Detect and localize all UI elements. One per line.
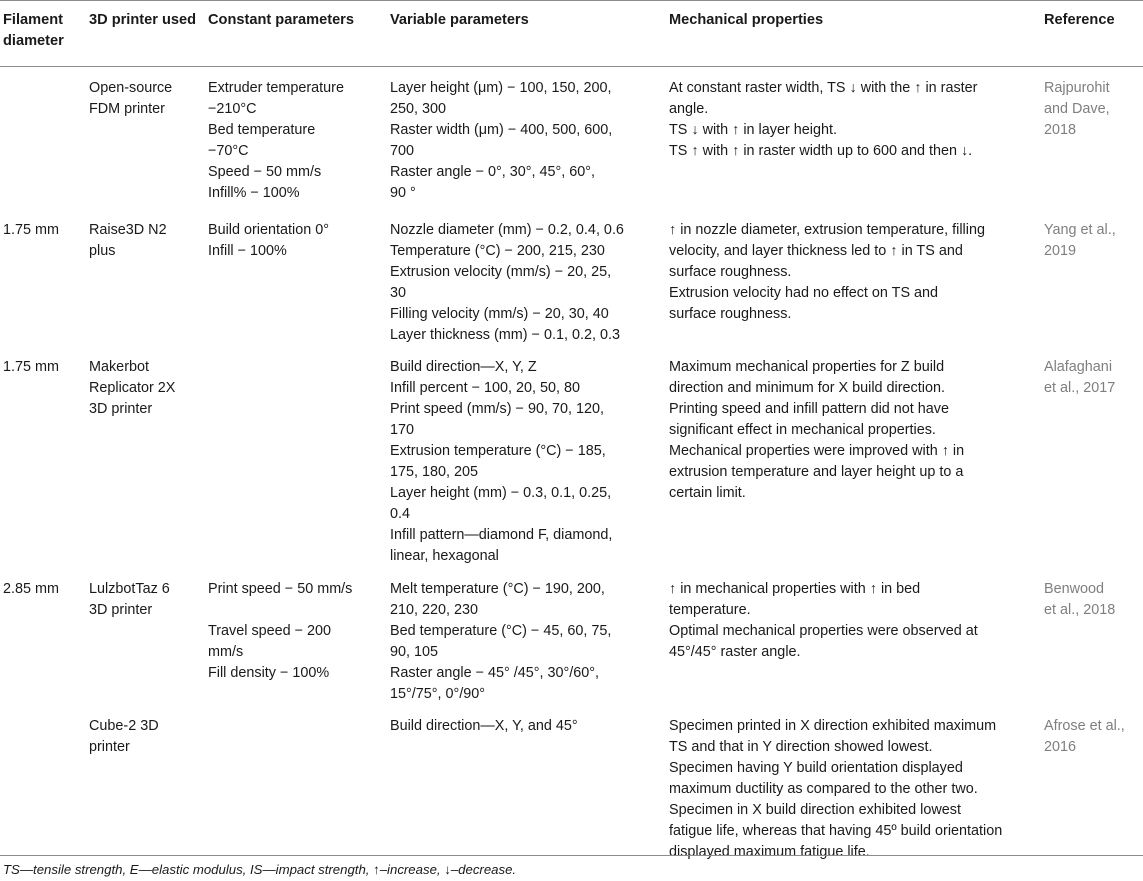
header-constant-parameters: Constant parameters [208, 12, 354, 28]
header-mechanical-properties: Mechanical properties [669, 12, 824, 28]
cell-text-line: Afrose et al., [1044, 718, 1125, 734]
cell-text-line: 45°/45° raster angle. [669, 644, 801, 660]
header-reference: Reference [1044, 12, 1115, 28]
header-3d-printer-used: 3D printer used [89, 12, 197, 28]
cell-filament-diameter [0, 568, 89, 705]
cell-variable-parameters [390, 346, 669, 568]
cell-text-line: Maximum mechanical properties for Z build [669, 359, 945, 375]
cell-text-line: temperature. [669, 602, 751, 618]
cell-text-line: 3D printer [89, 602, 153, 618]
data-table [0, 2, 1143, 871]
table-row [0, 705, 1143, 871]
cell-text-line: angle. [669, 100, 709, 117]
cell-text-line: Rajpurohit [1044, 79, 1110, 96]
cell-text-line: Bed temperature (°C) − 45, 60, 75, [390, 623, 612, 639]
cell-text-line: direction and minimum for X build direction. [669, 380, 945, 396]
cell-text-line: Build orientation 0° [208, 222, 329, 238]
cell-text-line: At constant raster width, TS ↓ with the ↑ in raster [669, 79, 978, 96]
cell-text-line: Melt temperature (°C) − 190, 200, [390, 581, 605, 597]
cell-text-line: Replicator 2X [89, 380, 176, 396]
cell-text-line: FDM printer [89, 100, 165, 117]
cell-variable-parameters [390, 209, 669, 346]
cell-text-line: 15°/75°, 0°/90° [390, 686, 486, 702]
cell-text-line: Nozzle diameter (mm) − 0.2, 0.4, 0.6 [390, 222, 624, 238]
table-row [0, 209, 1143, 346]
cell-text-line: 210, 220, 230 [390, 602, 479, 618]
cell-text-line: Filling velocity (mm/s) − 20, 30, 40 [390, 306, 609, 322]
cell-text-line: Specimen in X build direction exhibited lowest [669, 802, 961, 818]
cell-text-line: Extrusion temperature (°C) − 185, [390, 443, 606, 459]
cell-text-line: Build direction—X, Y, and 45° [390, 718, 578, 734]
cell-text-line: Print speed − 50 mm/s [208, 581, 353, 597]
cell-text-line: Infill% − 100% [208, 184, 300, 201]
cell-text-line: Mechanical properties were improved with ↑ in [669, 443, 965, 459]
cell-text-line: displayed maximum fatigue life. [669, 844, 870, 860]
cell-text-line: Layer height (mm) − 0.3, 0.1, 0.25, [390, 485, 612, 501]
cell-constant-parameters [208, 346, 390, 568]
cell-text-line: Bed temperature [208, 121, 316, 138]
cell-text-line: Specimen having Y build orientation displayed [669, 760, 963, 776]
cell-text: 1.75 mm [3, 359, 59, 375]
cell-text-line: Printing speed and infill pattern did not have [669, 401, 950, 417]
cell-mechanical-properties [669, 705, 1044, 871]
cell-text-line: 2018 [1044, 121, 1077, 138]
cell-text-line: TS ↓ with ↑ in layer height. [669, 121, 837, 138]
cell-text-line: Cube-2 3D [89, 718, 159, 734]
cell-text: 2.85 mm [3, 581, 59, 597]
table-row [0, 346, 1143, 568]
cell-text-line: 90, 105 [390, 644, 439, 660]
cell-text-line: certain limit. [669, 485, 746, 501]
header-row [0, 2, 1143, 66]
cell-text-line: TS and that in Y direction showed lowest. [669, 739, 933, 755]
cell-variable-parameters [390, 705, 669, 871]
cell-filament-diameter [0, 66, 89, 209]
cell-mechanical-properties [669, 568, 1044, 705]
cell-text-line: −210°C [208, 100, 257, 117]
cell-text-line: surface roughness. [669, 264, 792, 280]
cell-text-line: Infill percent − 100, 20, 50, 80 [390, 380, 581, 396]
cell-text-line: Layer thickness (mm) − 0.1, 0.2, 0.3 [390, 327, 620, 343]
cell-filament-diameter [0, 346, 89, 568]
cell-constant-parameters [208, 568, 390, 705]
cell-text-line: 2016 [1044, 739, 1077, 755]
cell-text-line: Extruder temperature [208, 79, 344, 96]
cell-text-line: Build direction—X, Y, Z [390, 359, 537, 375]
cell-printer [89, 209, 208, 346]
cell-text-line: Raster angle − 0°, 30°, 45°, 60°, [390, 163, 596, 180]
cell-text-line: Optimal mechanical properties were observed at [669, 623, 978, 639]
cell-printer [89, 66, 208, 209]
cell-text-line: 3D printer [89, 401, 153, 417]
cell-text-line: Raster angle − 45° /45°, 30°/60°, [390, 665, 600, 681]
top-rule [0, 0, 1143, 1]
cell-text-line: Yang et al., [1044, 222, 1116, 238]
cell-text-line: Speed − 50 mm/s [208, 163, 322, 180]
cell-variable-parameters [390, 568, 669, 705]
cell-reference [1044, 346, 1143, 568]
cell-constant-parameters [208, 66, 390, 209]
cell-printer [89, 705, 208, 871]
cell-printer [89, 568, 208, 705]
cell-text-line: maximum ductility as compared to the other two. [669, 781, 978, 797]
cell-text-line: Benwood [1044, 581, 1105, 597]
cell-text-line: fatigue life, whereas that having 45º build orientation [669, 823, 1003, 839]
cell-filament-diameter [0, 705, 89, 871]
cell-text-line: printer [89, 739, 130, 755]
cell-text-line [208, 600, 390, 621]
cell-text-line: et al., 2017 [1044, 380, 1116, 396]
cell-text-line: Specimen printed in X direction exhibited maximum [669, 718, 997, 734]
cell-text: 1.75 mm [3, 222, 59, 238]
cell-text-line: Makerbot [89, 359, 149, 375]
cell-mechanical-properties [669, 346, 1044, 568]
cell-text-line: plus [89, 243, 116, 259]
table-row [0, 66, 1143, 209]
cell-filament-diameter [0, 209, 89, 346]
cell-constant-parameters [208, 705, 390, 871]
cell-text-line: Fill density − 100% [208, 665, 330, 681]
cell-text-line: 2019 [1044, 243, 1077, 259]
cell-text-line: ↑ in mechanical properties with ↑ in bed [669, 581, 921, 597]
cell-text-line: 90 ° [390, 184, 416, 201]
cell-reference [1044, 705, 1143, 871]
cell-reference [1044, 66, 1143, 209]
cell-text-line: Temperature (°C) − 200, 215, 230 [390, 243, 605, 259]
cell-text-line: surface roughness. [669, 306, 792, 322]
cell-text-line: mm/s [208, 644, 244, 660]
cell-text-line: Print speed (mm/s) − 90, 70, 120, [390, 401, 604, 417]
cell-text-line: Alafaghani [1044, 359, 1113, 375]
cell-reference [1044, 209, 1143, 346]
cell-reference [1044, 568, 1143, 705]
cell-mechanical-properties [669, 66, 1044, 209]
header-variable-parameters: Variable parameters [390, 12, 529, 28]
cell-text-line: Travel speed − 200 [208, 623, 332, 639]
cell-text-line: 170 [390, 422, 415, 438]
cell-text-line: velocity, and layer thickness led to ↑ in TS and [669, 243, 963, 259]
cell-text-line: ↑ in nozzle diameter, extrusion temperature, filling [669, 222, 985, 238]
cell-text-line: Infill − 100% [208, 243, 287, 259]
cell-text-line: Infill pattern—diamond F, diamond, [390, 527, 613, 543]
cell-text-line: 0.4 [390, 506, 411, 522]
cell-text-line: linear, hexagonal [390, 548, 499, 564]
cell-printer [89, 346, 208, 568]
cell-text-line: Layer height (μm) − 100, 150, 200, [390, 79, 612, 96]
table-footnote: TS—tensile strength, E—elastic modulus, IS—impact strength, ↑–increase, ↓–decrease. [3, 862, 517, 877]
cell-text-line: significant effect in mechanical properties. [669, 422, 936, 438]
header-filament-diameter: Filament diameter [3, 12, 64, 49]
cell-text-line: 30 [390, 285, 407, 301]
cell-text-line: −70°C [208, 142, 249, 159]
cell-text-line: Raise3D N2 [89, 222, 167, 238]
cell-text-line: Extrusion velocity (mm/s) − 20, 25, [390, 264, 612, 280]
bottom-rule [0, 855, 1143, 856]
cell-text-line: 250, 300 [390, 100, 447, 117]
cell-text-line: et al., 2018 [1044, 602, 1116, 618]
cell-mechanical-properties [669, 209, 1044, 346]
cell-text-line: extrusion temperature and layer height up to a [669, 464, 964, 480]
cell-variable-parameters [390, 66, 669, 209]
cell-text-line: Extrusion velocity had no effect on TS and [669, 285, 939, 301]
cell-text-line: Raster width (μm) − 400, 500, 600, [390, 121, 613, 138]
cell-text-line: 175, 180, 205 [390, 464, 479, 480]
cell-text-line: Open-source [89, 79, 173, 96]
cell-text-line: 700 [390, 142, 415, 159]
cell-text-line: and Dave, [1044, 100, 1110, 117]
cell-text-line: TS ↑ with ↑ in raster width up to 600 and then ↓. [669, 142, 973, 159]
cell-constant-parameters [208, 209, 390, 346]
cell-text-line: LulzbotTaz 6 [89, 581, 170, 597]
table-row [0, 568, 1143, 705]
